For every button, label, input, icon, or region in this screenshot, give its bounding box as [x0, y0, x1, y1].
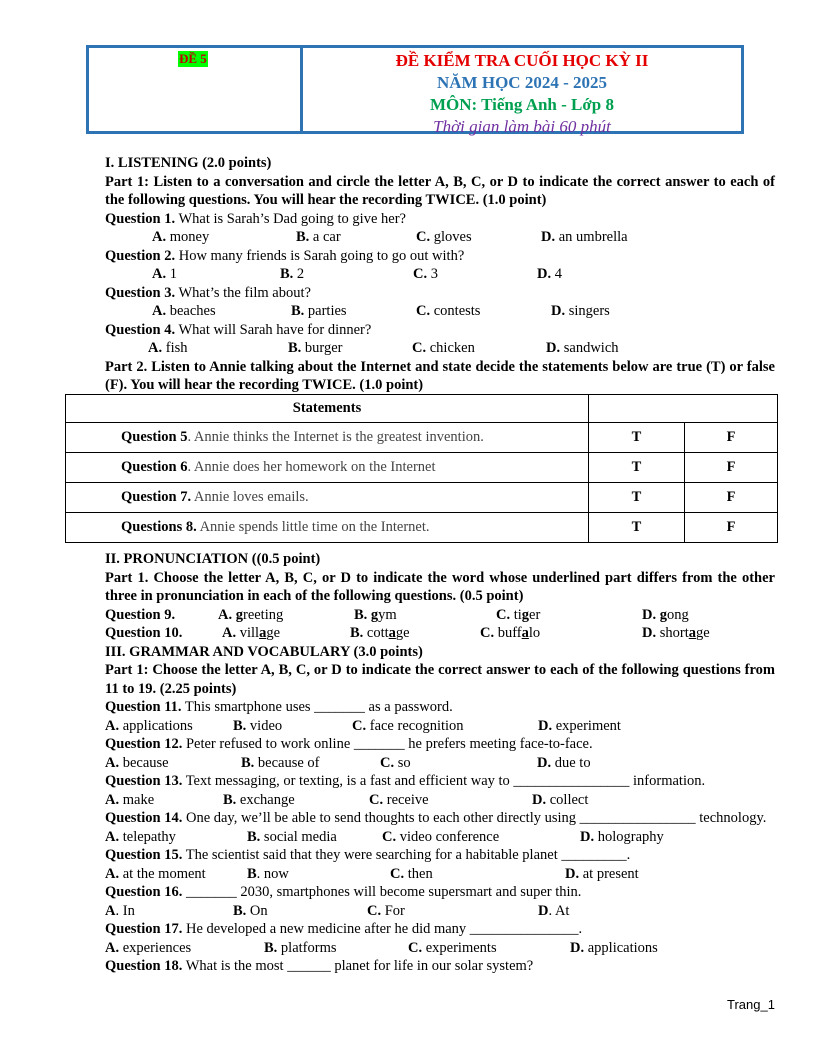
section-heading: III. GRAMMAR AND VOCABULARY (3.0 points) [105, 643, 423, 660]
part-instructions: Part 1. Choose the letter A, B, C, or D to indicate the word whose underlined part differs from the other three in pronunciation in each of the following questions. (0.5 point) [105, 569, 775, 604]
question: Question 10. A. village B. cottage C. buffalo D. shortage [105, 625, 710, 641]
false-cell[interactable]: F [685, 453, 778, 483]
option-c[interactable]: C. For [367, 902, 405, 919]
option-b[interactable]: B. video [233, 717, 283, 734]
option-d[interactable]: D. experiment [538, 717, 621, 734]
pronunciation-grammar-section [105, 550, 775, 976]
option-c[interactable]: C. tiger [496, 606, 541, 623]
option-d[interactable]: D. sandwich [546, 340, 619, 356]
header-code-cell [89, 48, 303, 131]
option-d[interactable]: D. due to [537, 754, 591, 771]
table-row: Question 5. Annie thinks the Internet is the greatest invention. T F [66, 423, 778, 453]
option-b[interactable]: B. because of [241, 754, 320, 771]
option-a[interactable]: A. telepathy [105, 828, 176, 845]
option-d[interactable]: D. applications [570, 939, 658, 956]
table-row: Question 6. Annie does her homework on the Internet T F [66, 453, 778, 483]
option-d[interactable]: D. at present [565, 865, 639, 882]
option-d[interactable]: D. collect [532, 791, 589, 808]
section-heading: I. LISTENING (2.0 points) [105, 155, 272, 171]
question: Question 15. The scientist said that they were searching for a habitable planet _________. [105, 847, 631, 863]
option-b[interactable]: B. now [247, 865, 289, 882]
option-a[interactable]: A. fish [148, 340, 188, 356]
option-a[interactable]: A. money [152, 229, 210, 245]
option-b[interactable]: B. 2 [280, 266, 305, 282]
option-a[interactable]: A. applications [105, 717, 193, 734]
option-a[interactable]: A. greeting [218, 606, 284, 623]
false-cell[interactable]: F [685, 483, 778, 513]
option-c[interactable]: C. video conference [382, 828, 500, 845]
exam-code: ĐỀ 5 [179, 51, 207, 66]
exam-header [86, 45, 744, 134]
false-cell[interactable]: F [685, 423, 778, 453]
option-a[interactable]: A. make [105, 791, 155, 808]
option-b[interactable]: B. a car [296, 229, 341, 245]
answer-options [105, 717, 775, 736]
question: Question 3. What’s the film about? [105, 284, 311, 301]
option-c[interactable]: C. chicken [412, 340, 475, 356]
option-a[interactable]: A. beaches [152, 303, 216, 319]
question: Question 11. This smartphone uses _______ as a password. [105, 699, 453, 715]
option-d[interactable]: D. shortage [642, 625, 710, 641]
option-d[interactable]: D. gong [642, 606, 689, 623]
option-c[interactable]: C. 3 [413, 266, 438, 282]
part-instructions: Part 1: Choose the letter A, B, C, or D to indicate the correct answer to each of the following questions from 11 to 19. (2.25 points) [105, 662, 775, 697]
part-instructions: Part 2. Listen to Annie talking about the Internet and state decide the statements below are true (T) or false (F). You will hear the recording TWICE. (1.0 point) [105, 358, 775, 393]
option-b[interactable]: B. cottage [350, 625, 410, 641]
header-title-cell [303, 48, 741, 136]
option-c[interactable]: C. gloves [416, 229, 472, 245]
exam-title: ĐỀ KIỂM TRA CUỐI HỌC KỲ II [395, 51, 649, 70]
answer-options [105, 828, 775, 847]
answer-options [105, 228, 775, 247]
answer-options [105, 265, 775, 284]
answer-header [589, 395, 778, 423]
question: Question 13. Text messaging, or texting, is a fast and efficient way to ________________ information. [105, 773, 706, 789]
question: Question 1. What is Sarah’s Dad going to give her? [105, 210, 406, 227]
answer-options [105, 302, 775, 321]
part-instructions: Part 1: Listen to a conversation and circle the letter A, B, C, or D to indicate the correct answer to each of the following questions. You will hear the recording TWICE. (1.0 point) [105, 173, 775, 208]
option-d[interactable]: D. At [538, 902, 570, 919]
question: Question 12. Peter refused to work online _______ he prefers meeting face-to-face. [105, 736, 593, 752]
option-b[interactable]: B. social media [247, 828, 337, 845]
listening-section [105, 154, 775, 395]
false-cell[interactable]: F [685, 513, 778, 543]
question: Question 18. What is the most ______ planet for life in our solar system? [105, 958, 534, 974]
option-a[interactable]: A. 1 [152, 266, 177, 282]
option-c[interactable]: C. receive [369, 791, 429, 808]
true-cell[interactable]: T [589, 453, 685, 483]
option-c[interactable]: C. so [380, 754, 411, 771]
subject: MÔN: Tiếng Anh - Lớp 8 [429, 95, 615, 114]
question: Question 14. One day, we’ll be able to send thoughts to each other directly using ________________ technology. [105, 810, 767, 826]
option-a[interactable]: A. In [105, 902, 135, 919]
option-d[interactable]: D. holography [580, 828, 664, 845]
table-row: Questions 8. Annie spends little time on the Internet. T F [66, 513, 778, 543]
answer-options [105, 339, 775, 358]
true-cell[interactable]: T [589, 483, 685, 513]
option-a[interactable]: A. because [105, 754, 169, 771]
answer-options [105, 902, 775, 921]
option-c[interactable]: C. face recognition [352, 717, 464, 734]
page-number: Trang_1 [727, 997, 775, 1012]
option-a[interactable]: A. at the moment [105, 865, 206, 882]
option-d[interactable]: D. an umbrella [541, 229, 628, 245]
option-a[interactable]: A. experiences [105, 939, 192, 956]
true-cell[interactable]: T [589, 423, 685, 453]
true-cell[interactable]: T [589, 513, 685, 543]
answer-options [105, 939, 775, 958]
answer-options [105, 865, 775, 884]
answer-options [105, 754, 775, 773]
option-d[interactable]: D. singers [551, 303, 610, 319]
option-a[interactable]: A. village [222, 625, 281, 641]
statements-header: Statements [66, 395, 589, 423]
question: Question 17. He developed a new medicine after he did many _______________. [105, 921, 583, 937]
table-header-row [66, 395, 778, 423]
option-b[interactable]: B. On [233, 902, 268, 919]
option-b[interactable]: B. gym [354, 606, 397, 623]
section-heading: II. PRONUNCIATION ((0.5 point) [105, 551, 321, 567]
true-false-table [65, 394, 778, 543]
question: Question 2. How many friends is Sarah going to go out with? [105, 247, 465, 264]
option-c[interactable]: C. buffalo [480, 625, 541, 641]
school-year: NĂM HỌC 2024 - 2025 [437, 73, 607, 92]
option-b[interactable]: B. exchange [223, 791, 295, 808]
answer-options [105, 791, 775, 810]
option-d[interactable]: D. 4 [537, 266, 562, 282]
time-limit: Thời gian làm bài 60 phút [433, 117, 611, 136]
question: Question 4. What will Sarah have for dinner? [105, 321, 372, 338]
option-b[interactable]: B. burger [288, 340, 343, 356]
question: Question 9. A. greeting B. gym C. tiger D. gong [105, 606, 689, 623]
option-c[interactable]: C. contests [416, 303, 481, 319]
table-row: Question 7. Annie loves emails. T F [66, 483, 778, 513]
option-c[interactable]: C. experiments [408, 939, 497, 956]
option-c[interactable]: C. then [390, 865, 433, 882]
option-b[interactable]: B. parties [291, 303, 347, 319]
question: Question 16. _______ 2030, smartphones will become supersmart and super thin. [105, 884, 582, 900]
option-b[interactable]: B. platforms [264, 939, 337, 956]
